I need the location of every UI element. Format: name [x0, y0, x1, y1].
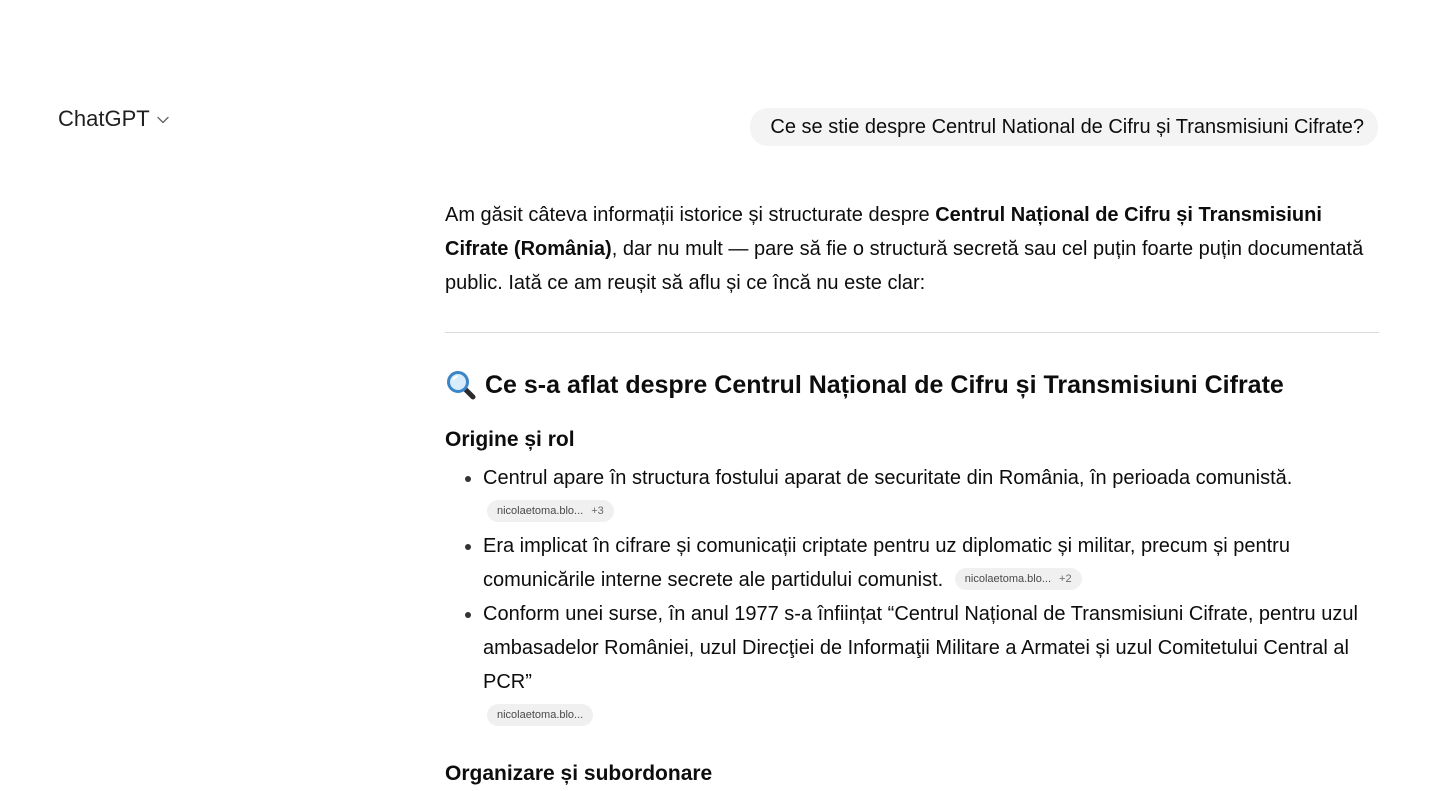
subheading-origin: Origine și rol: [445, 428, 575, 451]
intro-text-end: , dar nu mult — pare să fie o structură secretă sau cel puțin foarte puțin documentată public. Iată ce am reușit să aflu și ce încă nu este clar:: [445, 238, 1364, 294]
section-heading-text: Ce s-a aflat despre Centrul Național de Cifru și Transmisiuni Cifrate: [485, 371, 1284, 399]
intro-paragraph: [445, 198, 1379, 300]
citation-source: nicolaetoma.blo...: [497, 708, 584, 721]
magnifying-glass-icon: [445, 369, 477, 401]
intro-bold-text: Centrul Național de Cifru și Transmisiuni Cifrate (România): [445, 204, 1322, 260]
citation-pill[interactable]: [955, 568, 1082, 590]
section-divider: [445, 332, 1379, 333]
list-item: [483, 597, 1379, 733]
model-switcher[interactable]: [58, 106, 170, 132]
citation-pill[interactable]: [487, 704, 593, 726]
citation-row: [481, 495, 1379, 529]
model-label: ChatGPT: [58, 106, 150, 131]
citation-source: nicolaetoma.blo...: [964, 572, 1052, 585]
section-heading: [445, 359, 1379, 411]
list-item-text: Conform unei surse, în anul 1977 s-a înființat “Centrul Național de Transmisiuni Cifrate, pentru uzul ambasadelor României, uzul Direcţiei de Informaţii Militare a Armatei și uzul Comitetului Central al PCR”: [483, 603, 1358, 693]
citation-pill[interactable]: [487, 500, 614, 522]
list-item: [483, 461, 1379, 529]
list-item-text: Centrul apare în structura fostului aparat de securitate din România, în perioada comunistă.: [483, 467, 1293, 489]
user-message-bubble: Ce se stie despre Centrul National de Cifru și Transmisiuni Cifrate?: [750, 108, 1378, 146]
assistant-answer: [445, 198, 1379, 791]
intro-text: Am găsit câteva informații istorice și structurate despre: [445, 204, 936, 226]
citation-count: +3: [591, 504, 604, 517]
bullet-list: [445, 461, 1379, 733]
chevron-down-icon: [156, 113, 170, 127]
citation-count: +2: [1059, 572, 1072, 585]
subheading-organization: Organizare și subordonare: [445, 762, 713, 785]
list-item-text: Era implicat în cifrare și comunicații criptate pentru uz diplomatic și militar, precum și pentru comunicările interne secrete ale partidului comunist.: [483, 535, 1290, 591]
citation-source: nicolaetoma.blo...: [497, 504, 584, 517]
citation-row: [481, 699, 1379, 733]
list-item: [483, 529, 1379, 597]
